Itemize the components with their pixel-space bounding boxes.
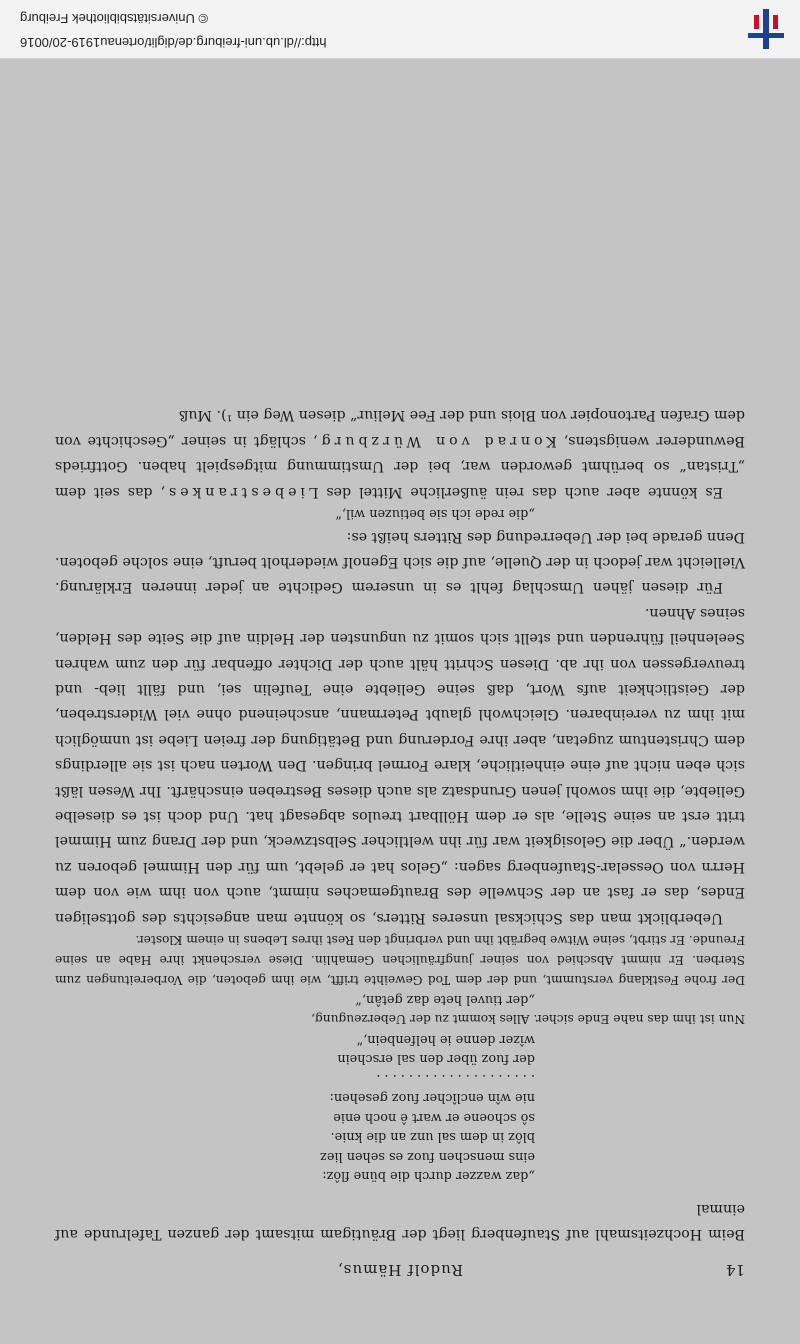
scanned-page-rotated [0, 59, 800, 1344]
verse-line: wîzer denne ie helfenbein,“ [356, 1031, 535, 1047]
body-paragraph-2: Für diesen jähen Umschlag fehlt es in unserem Gedichte an jeder inneren Erklärung. Vielleicht war jedoch in der Quelle, auf die sich Egenolf wiederholt beruft, eine solche geboten. Denn gerade bei der Ueberredung des Ritters heißt es: [55, 528, 745, 596]
document-url-link[interactable]: http://dl.ub.uni-freiburg.de/diglit/ortenau1919-20/0016 [20, 35, 327, 50]
copyright-credit: © Universitätsbibliothek Freiburg [20, 11, 209, 26]
header-rotated [0, 0, 800, 58]
verse-line: „die rede ich sie betiuzen wil,“ [335, 506, 535, 522]
verse-block-1 [55, 1029, 535, 1185]
para3-end: , schlägt in seiner „Geschichte von dem Grafen Partonopier von Blois und der Fee Meliur“ diesen Weg ein ¹). Muß [54, 407, 745, 449]
verse-line: sô schoene er wart ê noch enie [333, 1109, 535, 1125]
spaced-term-liebestrank: Liebestrankes [164, 483, 319, 500]
intro-paragraph: Beim Hochzeitsmahl auf Staufenberg liegt der Bräutigam mitsamt der ganzen Tafelrunde auf einmal [55, 1200, 745, 1242]
ub-freiburg-logo-icon[interactable] [744, 7, 788, 51]
verse-block-3 [55, 990, 535, 1010]
running-head [55, 1246, 745, 1282]
verse-block-4 [55, 504, 535, 524]
scanned-page [0, 59, 800, 1344]
verse-line: „daz wazzer durch die büne flôz: [322, 1168, 535, 1184]
verse-line: „der tiuvel hete daz getân,“ [355, 992, 535, 1008]
verse-line: eins menschen fuoz es sehen liez [320, 1148, 535, 1164]
verse-ellipsis: . . . . . . . . . . . . . . . . . . . . [376, 1070, 535, 1086]
viewer-header [0, 0, 800, 59]
verse-line: blôz in dem sal unz an die knie. [330, 1129, 535, 1145]
page-text [55, 402, 745, 1282]
para3-start: Es könnte aber auch das rein äußerliche Mittel des [318, 483, 723, 500]
para3-middle: , das seit dem „Tristan“ so berühmt geworden war, bei der Umstimmung mitgespielt haben. Gottfrieds Bewunderer wenigstens, [55, 432, 745, 500]
body-paragraph-3 [55, 402, 745, 504]
verse-line: der fuoz über den sal erschein [337, 1051, 535, 1067]
logo-shape-icon [744, 7, 788, 51]
page-number: 14 [725, 1261, 745, 1279]
spaced-term-konrad: Konrad von Würzburg [317, 432, 557, 449]
running-title: Rudolf Hämus, [336, 1261, 464, 1279]
spacer [55, 1185, 745, 1195]
verse-line: nie wîn enclîcher fuoz gesehen: [329, 1090, 535, 1106]
body-paragraph-1: Ueberblickt man das Schicksal unseres Ritters, so könnte man angesichts des gottseligen Endes, das er fast an der Schwelle des Brautgemaches nimmt, auch von ihm wie von dem Herrn von Oesselar-Staufenberg sagen: „Gelos hat er gelebt, um für den Himmel geboren zu werden.“ Über die Gelosigkeit war für ihn weltlicher Selbstzweck, und der Drang zum Himmel tritt erst an seine Stelle, als er dem Höllbart treulos abgesagt hat. Und doch ist es dieselbe Geliebte, die ihm sowohl jenen Grundsatz als auch dieses Bestreben einschärft. Ihr Wesen läßt sich eben nicht auf eine einheitliche, klare Formel bringen. Den Worten nach ist sie allerdings dem Christentum zugetan, aber ihre Forderung und Betätigung der freien Liebe ist unmöglich mit ihm zu vereinbaren. Gleichwohl glaubt Petermann, anscheinend ohne viel Widerstreben, der Geistlichkeit aufs Wort, daß seine Geliebte eine Teufelin sei, und fällt lieb- und treuvergessen von ihr ab. Diesen Schritt hält auch der Dichter offenbar für den zum wahren Seelenheil führenden und stellt sich somit zu ungunsten der Heldin auf die Seite des Helden, seines Ahnen. [55, 604, 745, 926]
small-intro: Nun ist ihm das nahe Ende sicher. Alles kommt zu der Ueberzeugung, [311, 1012, 745, 1027]
small-paragraph: Der frohe Festklang verstummt, und der dem Tod Geweihte trifft, wie ihm geboten, die Vorbereitungen zum Sterben. Er nimmt Abschied von seiner jungfräulichen Gemahlin. Diese verschenkt ihre Habe an seine Freunde. Er stirbt, seine Witwe begräbt ihn und verbringt den Rest ihres Lebens in einem Kloster. [55, 932, 745, 987]
